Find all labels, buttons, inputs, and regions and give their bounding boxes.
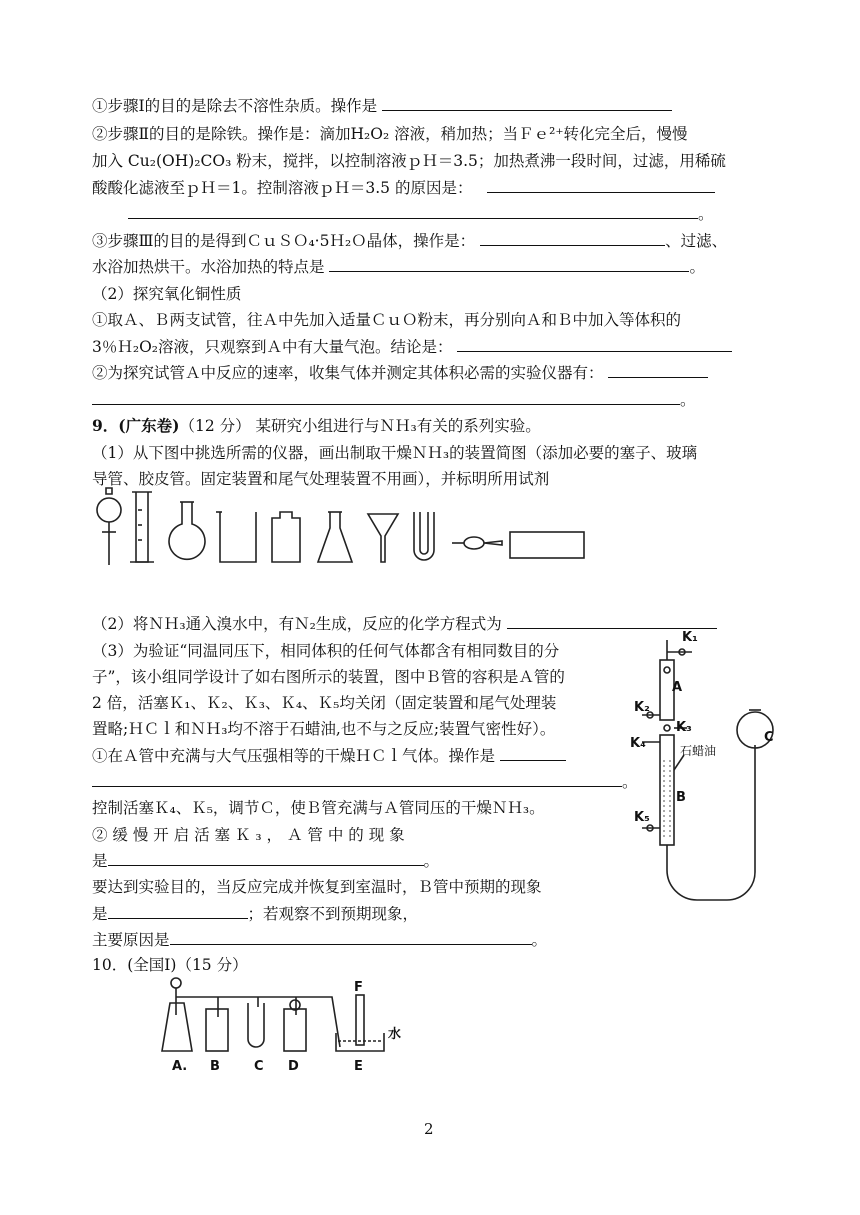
line-text: ；若观察不到预期现象，: [247, 905, 419, 923]
answer-blank[interactable]: [128, 203, 698, 219]
answer-blank[interactable]: [487, 177, 715, 193]
text-line: [92, 389, 696, 411]
line-text: 水浴加热烘干。水浴加热的特点是: [92, 258, 325, 276]
gas-apparatus-figure: [612, 630, 792, 920]
text-line: ①取Ａ、Ｂ两支试管，往Ａ中先加入适量ＣｕＯ粉末，再分别向Ａ和Ｂ中加入等体积的: [92, 311, 682, 329]
text-line: 导管、胶皮管。固定装置和尾气处理装置不用画），并标明所用试剂: [92, 470, 550, 488]
line-text: 。: [622, 773, 638, 791]
round-flask-icon: [169, 502, 205, 559]
line-text: 。: [423, 852, 440, 870]
line-text: 是: [92, 852, 108, 870]
label-d: D: [288, 1059, 299, 1074]
text-line: [92, 230, 727, 252]
label-water: 水: [388, 1027, 402, 1042]
line-text: 。: [698, 205, 714, 223]
separatory-funnel-icon: [97, 488, 121, 565]
line-text: 主要原因是: [92, 931, 170, 949]
answer-blank[interactable]: [457, 336, 732, 352]
label-e: E: [354, 1059, 363, 1074]
text-line: [92, 177, 715, 199]
line-text: 、过滤、: [665, 232, 728, 250]
text-line: [92, 362, 708, 384]
text-line: ②步骤Ⅱ的目的是除铁。操作是：滴加H₂O₂ 溶液，稍加热；当Ｆｅ²⁺转化完全后，慢慢: [92, 125, 688, 143]
answer-blank[interactable]: [329, 256, 689, 272]
text-line: [92, 336, 732, 358]
label-k4: K₄: [630, 736, 646, 751]
text-line: [92, 850, 439, 872]
text-line: （3）为验证“同温同压下，相同体积的任何气体都含有相同数目的分: [92, 642, 560, 660]
text-line: 加入 Cu₂(OH)₂CO₃ 粉末，搅拌，以控制溶液ｐＨ＝3.5；加热煮沸一段时间，过滤，用稀硫: [92, 152, 726, 170]
q10-apparatus-drawing: [158, 975, 408, 1075]
text-line: ② 缓 慢 开 启 活 塞 Ｋ ₃ ， Ａ 管 中 的 现 象: [92, 826, 405, 844]
answer-blank[interactable]: [500, 745, 566, 761]
answer-blank[interactable]: [92, 389, 680, 405]
answer-blank[interactable]: [608, 362, 708, 378]
label-b: B: [210, 1059, 220, 1074]
line-text: 。: [689, 258, 705, 276]
label-c: C: [764, 730, 774, 745]
text-line: [92, 771, 638, 793]
line-text: 酸酸化滤液至ｐＨ＝1。控制溶液ｐＨ＝3.5 的原因是：: [92, 179, 473, 197]
line-text: （12 分） 某研究小组进行与ＮＨ₃有关的系列实验。: [179, 417, 541, 435]
line-text: ①在Ａ管中充满与大气压强相等的干燥ＨＣｌ气体。操作是: [92, 747, 496, 765]
u-tube-icon: [414, 512, 434, 560]
line-text: ①步骤Ⅰ的目的是除去不溶性杂质。操作是: [92, 97, 378, 115]
line-text: 是: [92, 905, 108, 923]
text-line: [92, 256, 705, 278]
answer-blank[interactable]: [480, 230, 665, 246]
line-text: 。: [531, 931, 548, 949]
label-oil: 石蜡油: [680, 744, 717, 758]
question-number: 9．(广东卷): [92, 416, 180, 435]
text-line: [92, 95, 672, 117]
text-line: [92, 745, 566, 767]
page-number: 2: [424, 1120, 434, 1138]
question-9-heading: [92, 415, 541, 437]
answer-blank[interactable]: [382, 95, 672, 111]
label-k2: K₂: [634, 700, 650, 715]
text-line: [92, 929, 547, 951]
answer-blank[interactable]: [170, 929, 532, 945]
label-k1: K₁: [682, 630, 698, 645]
text-line: 2 倍，活塞Ｋ₁、Ｋ₂、Ｋ₃、Ｋ₄、Ｋ₅均关闭（固定装置和尾气处理装: [92, 694, 557, 712]
label-b: B: [676, 790, 686, 805]
funnel-icon: [368, 514, 398, 562]
line-text: 。: [680, 391, 696, 409]
label-k3: K₃: [676, 720, 692, 735]
text-line: [128, 203, 714, 225]
combustion-tube-icon: [510, 532, 584, 558]
q10-apparatus-figure: [158, 975, 408, 1075]
text-line: 置略;ＨＣｌ和ＮＨ₃均不溶于石蜡油,也不与之反应;装置气密性好）。: [92, 720, 556, 738]
answer-blank[interactable]: [108, 850, 424, 866]
text-line: （1）从下图中挑选所需的仪器，画出制取干燥ＮＨ₃的装置简图（添加必要的塞子、玻璃: [92, 444, 698, 462]
beaker-icon: [216, 512, 256, 562]
reagent-bottle-icon: [272, 512, 300, 562]
line-text: 3％Ｈ₂O₂溶液，只观察到Ａ中有大量气泡。结论是：: [92, 338, 453, 356]
answer-blank[interactable]: [92, 771, 622, 787]
text-line: [92, 903, 418, 925]
label-f: F: [354, 980, 363, 995]
text-line: 子”，该小组同学设计了如右图所示的装置，图中Ｂ管的容积是Ａ管的: [92, 668, 565, 686]
text-line: 要达到实验目的，当反应完成并恢复到室温时，Ｂ管中预期的现象: [92, 878, 542, 896]
conical-flask-icon: [318, 512, 352, 562]
text-line: （2）探究氧化铜性质: [92, 285, 242, 303]
answer-blank[interactable]: [108, 903, 248, 919]
line-text: ②为探究试管Ａ中反应的速率，收集气体并测定其体积必需的实验仪器有：: [92, 364, 604, 382]
gas-apparatus-drawing: [612, 630, 792, 920]
label-k5: K₅: [634, 810, 650, 825]
text-line: 控制活塞Ｋ₄、Ｋ₅，调节Ｃ，使Ｂ管充满与Ａ管同压的干燥ＮＨ₃。: [92, 799, 545, 817]
line-text: （2）将ＮＨ₃通入溴水中，有Ｎ₂生成，反应的化学方程式为: [92, 615, 502, 633]
question-10-heading: 10．(全国Ⅰ)（15 分）: [92, 956, 248, 974]
label-a: A.: [172, 1059, 188, 1074]
answer-blank[interactable]: [507, 613, 717, 629]
label-c: C: [254, 1059, 264, 1074]
drying-tube-icon: [452, 537, 502, 549]
line-text: ③步骤Ⅲ的目的是得到ＣｕＳＯ₄·5Ｈ₂Ｏ晶体，操作是：: [92, 232, 476, 250]
label-a: A: [672, 680, 683, 695]
glassware-figure: [92, 480, 592, 580]
graduated-cylinder-icon: [130, 492, 154, 562]
